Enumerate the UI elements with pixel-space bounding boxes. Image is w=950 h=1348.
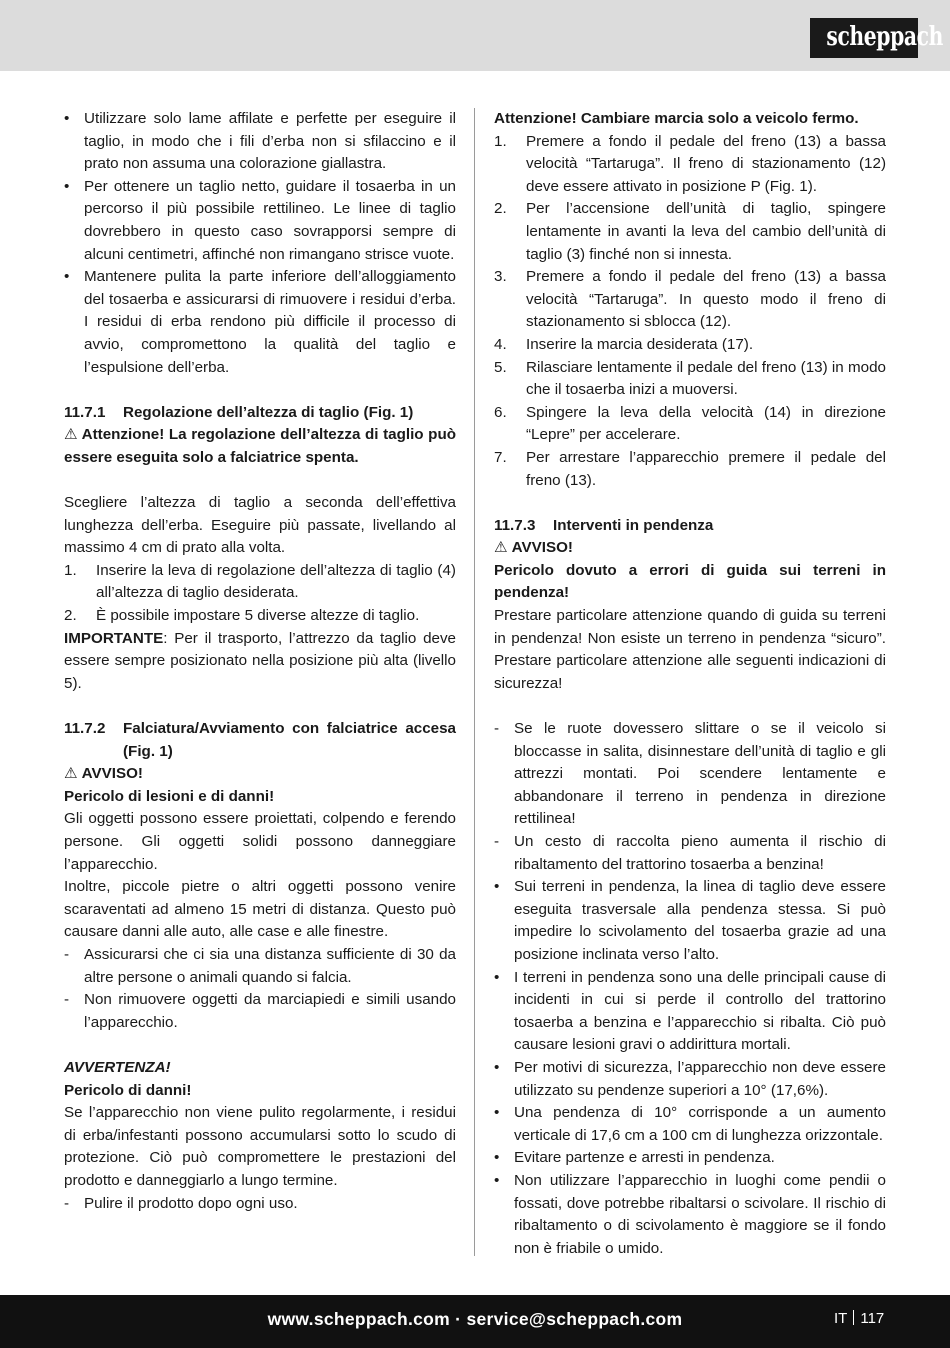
paragraph: Inoltre, piccole pietre o altri oggetti possono venire scaraventati ad almeno 15 metri di distanza. Questo può causare danni alle auto, alle case e alle finestre. xyxy=(64,878,456,941)
list-item: 7. Per arrestare l’apparecchio premere il pedale del freno (13). xyxy=(494,448,886,489)
list-item: • I terreni in pendenza sono una delle principali cause di incidenti in cui si perde il controllo del trattorino tosaerba a benzina e l’apparecchio si ribalta. Ciò può causare lesioni gravi o addirittura mortali. xyxy=(494,968,886,1054)
warning-icon: ⚠ xyxy=(494,539,508,557)
page-header xyxy=(0,0,950,71)
danger-label: Pericolo dovuto a errori di guida sui terreni in pendenza! xyxy=(494,561,886,602)
warning-icon: ⚠ xyxy=(64,426,78,444)
list-item: • Evitare partenze e arresti in pendenza. xyxy=(494,1149,775,1167)
list-item: 2. Per l’accensione dell’unità di taglio, spingere lentamente in avanti la leva del cambio dell’unità di taglio (3) finché non si innesta. xyxy=(494,200,886,263)
list-item: - Pulire il prodotto dopo ogni uso. xyxy=(64,1194,298,1212)
paragraph: Prestare particolare attenzione quando di guida su terreni in pendenza! Non esiste un terreno in pendenza “sicuro”. Prestare particolare attenzione alle seguenti indicazioni di sicurezza! xyxy=(494,607,886,692)
list-item: - Se le ruote dovessero slittare o se il veicolo si bloccasse in salita, disinnestare dell’unità di taglio e gli attrezzi montati. Poi scendere lentamente e abbandonare il terreno in pendenza in direzione rettilinea! xyxy=(494,720,886,828)
avviso-label: ⚠ AVVISO! xyxy=(64,763,456,786)
section-heading-11-7-3: 11.7.3 Interventi in pendenza xyxy=(494,516,714,534)
column-divider xyxy=(474,108,475,1256)
list-item: 1. Inserire la leva di regolazione dell’altezza di taglio (4) all’altezza di taglio desiderata. xyxy=(64,561,456,602)
avvertenza-label: AVVERTENZA! xyxy=(64,1058,171,1076)
paragraph: Se l’apparecchio non viene pulito regolarmente, i residui di erba/infestanti possono accumularsi sotto lo scudo di protezione. Ciò può compromettere le prestazioni del prodotto e danneggiarlo a lungo termine. xyxy=(64,1104,456,1189)
warning-text: ⚠ Attenzione! La regolazione dell’altezza di taglio può essere eseguita solo a falciatrice spenta. xyxy=(64,426,456,466)
warning-text: Attenzione! Cambiare marcia solo a veicolo fermo. xyxy=(494,110,859,127)
right-column xyxy=(494,108,886,1260)
list-item: - Un cesto di raccolta pieno aumenta il rischio di ribaltamento del trattorino tosaerba a benzina! xyxy=(494,833,886,873)
list-item: • Mantenere pulita la parte inferiore dell’alloggiamento del tosaerba e assicurarsi di rimuovere i residui d’erba. I residui di erba rendono più difficile il processo di avvio, compromettono la qualità del taglio e l’espulsione dell’erba. xyxy=(64,268,456,376)
list-item: 4. Inserire la marcia desiderata (17). xyxy=(494,335,754,353)
list-item: 2. È possibile impostare 5 diverse altezze di taglio. xyxy=(64,607,420,625)
avviso-label: ⚠ AVVISO! xyxy=(494,537,886,560)
list-item: • Sui terreni in pendenza, la linea di taglio deve essere eseguita trasversale alla pendenza stessa. Si può impedire lo scivolamento del tosaerba grazie ad una posizione inclinata verso l’alto. xyxy=(494,878,886,963)
danger-label: Pericolo di danni! xyxy=(64,1081,192,1099)
list-item: • Per ottenere un taglio netto, guidare il tosaerba in un percorso il più possibile rettilineo. Le linee di taglio dovrebbero in questo caso sovrapporsi sempre di alcuni centimetri, affinché non rimangano strisce vuote. xyxy=(64,177,456,263)
list-item: • Utilizzare solo lame affilate e perfette per eseguire il taglio, in modo che i fili d’erba non si sfilaccino e il prato non assuma una colorazione giallastra. xyxy=(64,110,456,173)
page-footer xyxy=(0,1295,950,1348)
list-item: - Non rimuovere oggetti da marciapiedi e simili usando l’apparecchio. xyxy=(64,991,456,1031)
list-item: 1. Premere a fondo il pedale del freno (13) a bassa velocità “Tartaruga”. Il freno di stazionamento (12) deve essere attivato in posizione P (Fig. 1). xyxy=(494,132,886,195)
left-column xyxy=(64,108,456,1215)
list-item: 5. Rilasciare lentamente il pedale del freno (13) in modo che il tosaerba inizi a muoversi. xyxy=(494,358,886,399)
important-note: IMPORTANTE: Per il trasporto, l’attrezzo da taglio deve essere sempre posizionato nella posizione più alta (livello 5). xyxy=(64,629,456,692)
warning-icon: ⚠ xyxy=(64,765,78,783)
list-item: 3. Premere a fondo il pedale del freno (13) a bassa velocità “Tartaruga”. In questo modo il freno di stazionamento si sblocca (12). xyxy=(494,268,886,331)
list-item: • Non utilizzare l’apparecchio in luoghi come pendii o fossati, dove potrebbe ribaltarsi o scivolare. Il rischio di ribaltamento o di scivolamento è maggiore se il fondo non è friabile o umido. xyxy=(494,1171,886,1257)
danger-label: Pericolo di lesioni e di danni! xyxy=(64,787,275,805)
section-heading-11-7-2: 11.7.2 Falciatura/Avviamento con falciatrice accesa (Fig. 1) xyxy=(64,720,456,760)
list-item: 6. Spingere la leva della velocità (14) in direzione “Lepre” per accelerare. xyxy=(494,403,886,444)
paragraph: Scegliere l’altezza di taglio a seconda dell’effettiva lunghezza dell’erba. Eseguire più passate, livellando al massimo 4 cm di prato alla volta. xyxy=(64,494,456,557)
list-item: • Per motivi di sicurezza, l’apparecchio non deve essere utilizzato su pendenze superiori a 10° (17,6%). xyxy=(494,1058,886,1099)
list-item: • Una pendenza di 10° corrisponde a un aumento verticale di 17,6 cm a 100 cm di lunghezza orizzontale. xyxy=(494,1104,886,1144)
page-number: IT 117 xyxy=(834,1310,885,1327)
brand-logo: scheppach xyxy=(810,18,918,58)
section-heading-11-7-1: 11.7.1 Regolazione dell’altezza di taglio (Fig. 1) xyxy=(64,403,414,421)
footer-contact-links[interactable]: www.scheppach.com · service@scheppach.com xyxy=(267,1309,683,1329)
paragraph: Gli oggetti possono essere proiettati, colpendo e ferendo persone. Gli oggetti solidi possono danneggiare l’apparecchio. xyxy=(64,810,456,873)
list-item: - Assicurarsi che ci sia una distanza sufficiente di 30 da altre persone o animali quando si falcia. xyxy=(64,945,456,986)
